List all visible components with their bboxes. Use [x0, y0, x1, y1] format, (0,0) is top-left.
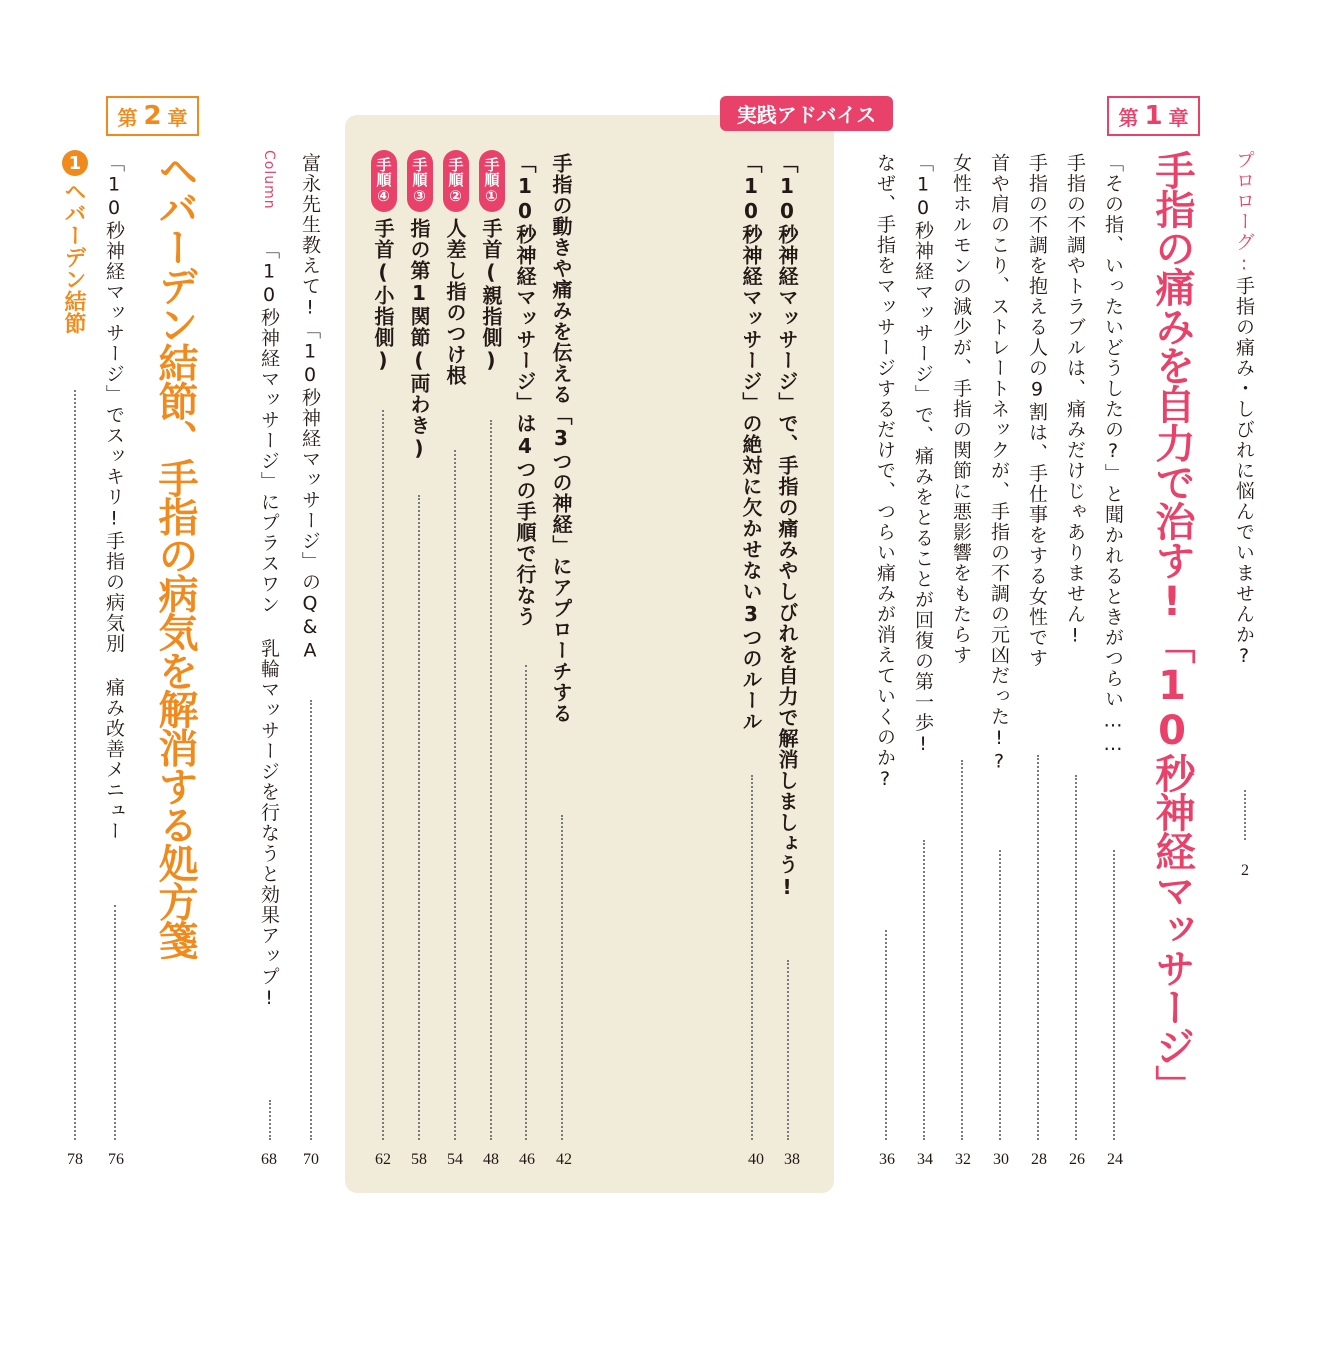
column-qa-page: 70: [303, 1151, 319, 1168]
leader-dots: [999, 850, 1001, 1140]
leader-dots: [418, 495, 420, 1140]
advice-step-page: 62: [375, 1151, 391, 1168]
chapter2-section[interactable]: [61, 150, 88, 334]
leader-dots: [885, 930, 887, 1140]
advice-tag: 実践アドバイス: [720, 96, 893, 131]
chapter1-entry-page: 32: [955, 1151, 971, 1168]
chapter2-badge-num: 2: [143, 101, 162, 131]
advice-step-page: 48: [483, 1151, 499, 1168]
chapter2-badge-suffix: 章: [167, 105, 188, 130]
advice-step[interactable]: [479, 150, 505, 373]
chapter1-badge: [1107, 96, 1200, 136]
prologue-label: プロローグ:: [1233, 150, 1255, 276]
section-number-badge: 1: [62, 150, 88, 176]
chapter1-entry-page: 24: [1107, 1151, 1123, 1168]
section-title: ヘバーデン結節: [61, 180, 86, 334]
step-badge: 手順③: [407, 150, 433, 212]
prologue-entry[interactable]: [1234, 150, 1253, 669]
step-text: 指の第1関節(両わき): [407, 218, 431, 461]
leader-dots: [454, 450, 456, 1140]
chapter2-section-page: 78: [67, 1151, 83, 1168]
prologue-title: 手指の痛み・しびれに悩んでいませんか?: [1233, 276, 1255, 669]
leader-dots: [525, 665, 527, 1140]
column-extra-page: 68: [261, 1151, 277, 1168]
leader-dots: [1075, 775, 1077, 1140]
chapter1-entry[interactable]: 手指の不調を抱える人の9割は、手仕事をする女性です: [1026, 153, 1048, 669]
chapter1-badge-num: 1: [1144, 101, 1163, 131]
advice-step[interactable]: [407, 150, 433, 461]
step-badge: 手順①: [479, 150, 505, 212]
chapter1-entry-page: 26: [1069, 1151, 1085, 1168]
advice-entry[interactable]: 手指の動きや痛みを伝える「3つの神経」にアプローチする: [549, 153, 573, 724]
chapter1-entry[interactable]: 「10秒神経マッサージ」で、痛みをとることが回復の第一歩!: [912, 153, 934, 757]
chapter1-badge-suffix: 章: [1168, 105, 1189, 130]
step-text: 手首(小指側): [371, 218, 395, 373]
advice-step[interactable]: [371, 150, 397, 373]
chapter1-entry[interactable]: 「その指、いったいどうしたの?」と聞かれるときがつらい……: [1102, 153, 1124, 757]
leader-dots: [490, 420, 492, 1140]
leader-dots: [310, 700, 312, 1140]
chapter1-entry[interactable]: 女性ホルモンの減少が、手指の関節に悪影響をもたらす: [950, 153, 972, 666]
chapter2-entry[interactable]: 「10秒神経マッサージ」でスッキリ!手指の病気別 痛み改善メニュー: [103, 153, 125, 842]
step-text: 人差し指のつけ根: [443, 218, 467, 386]
advice-step-page: 54: [447, 1151, 463, 1168]
chapter1-entry-page: 34: [917, 1151, 933, 1168]
column-extra-entry[interactable]: 「10秒神経マッサージ」にプラスワン 乳輪マッサージを行なうと効果アップ!: [258, 240, 280, 1011]
prologue-page: 2: [1241, 862, 1249, 879]
leader-dots: [114, 905, 116, 1140]
leader-dots: [751, 775, 753, 1140]
advice-entry-page: 38: [784, 1151, 800, 1168]
leader-dots: [787, 960, 789, 1140]
leader-dots: [269, 1100, 271, 1140]
advice-step[interactable]: [443, 150, 469, 386]
step-badge: 手順④: [371, 150, 397, 212]
advice-entry[interactable]: 「10秒神経マッサージ」は4つの手順で行なう: [513, 153, 537, 627]
chapter2-entry-page: 76: [108, 1151, 124, 1168]
chapter1-title[interactable]: 手指の痛みを自力で治す!「10秒神経マッサージ」: [1149, 150, 1195, 1104]
advice-step-page: 58: [411, 1151, 427, 1168]
column-label: Column: [261, 150, 277, 210]
step-badge: 手順②: [443, 150, 469, 212]
leader-dots: [1113, 850, 1115, 1140]
chapter2-badge: [106, 96, 199, 136]
step-text: 手首(親指側): [479, 218, 503, 373]
leader-dots: [1037, 755, 1039, 1140]
advice-entry[interactable]: 「10秒神経マッサージ」で、手指の痛みやしびれを自力で解消しましょう!: [775, 153, 799, 900]
chapter2-title[interactable]: ヘバーデン結節、手指の病気を解消する処方箋: [152, 150, 198, 959]
advice-entry-page: 46: [519, 1151, 535, 1168]
chapter2-badge-prefix: 第: [117, 105, 138, 130]
leader-dots: [74, 390, 76, 1140]
chapter1-entry-page: 36: [879, 1151, 895, 1168]
chapter1-badge-prefix: 第: [1118, 105, 1139, 130]
leader-dots: [961, 760, 963, 1140]
column-qa-entry[interactable]: 富永先生教えて!「10秒神経マッサージ」のQ&A: [299, 153, 321, 663]
leader-dots: [923, 840, 925, 1140]
chapter1-entry[interactable]: 手指の不調やトラブルは、痛みだけじゃありません!: [1064, 153, 1086, 648]
leader-dots: [561, 815, 563, 1140]
chapter1-entry-page: 30: [993, 1151, 1009, 1168]
advice-entry-page: 40: [748, 1151, 764, 1168]
chapter1-entry[interactable]: 首や肩のこり、ストレートネックが、手指の不調の元凶だった!?: [988, 153, 1010, 774]
chapter1-entry[interactable]: なぜ、手指をマッサージするだけで、つらい痛みが消えていくのか?: [874, 153, 896, 792]
advice-entry[interactable]: 「10秒神経マッサージ」の絶対に欠かせない3つのルール: [739, 153, 763, 732]
leader-dots: [1244, 790, 1246, 840]
chapter1-entry-page: 28: [1031, 1151, 1047, 1168]
leader-dots: [382, 410, 384, 1140]
advice-entry-page: 42: [556, 1151, 572, 1168]
